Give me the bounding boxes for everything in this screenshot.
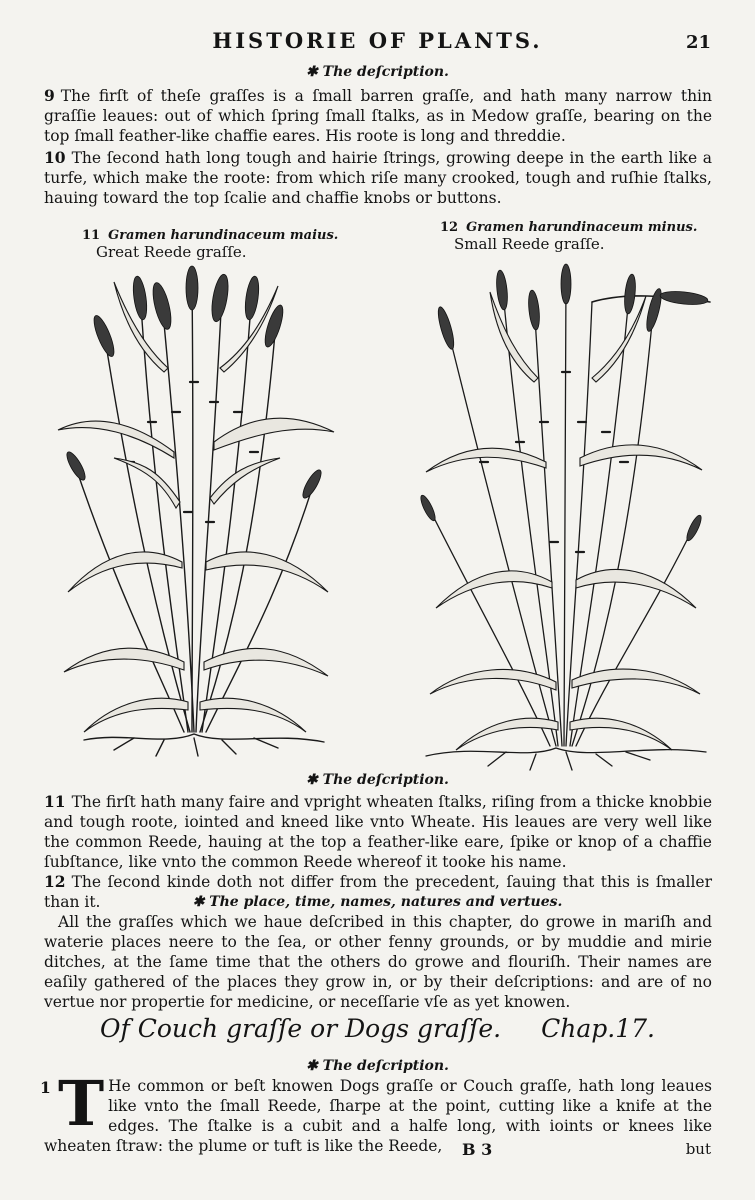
figure-english-name: Great Reede graſſe. xyxy=(96,243,247,261)
paragraph-number: 9 xyxy=(44,86,55,105)
paragraph-11 xyxy=(44,792,712,872)
paragraph-number: 1 xyxy=(40,1078,51,1097)
figure-number: 12 xyxy=(440,220,459,235)
figure-latin-name: Gramen harundinaceum minus. xyxy=(466,220,698,235)
section-heading-description-2: ✱ The deſcription. xyxy=(306,772,449,788)
paragraph-text: The ſecond kinde doth not differ from the precedent, ſauing that this is ſmaller than it. xyxy=(44,873,712,911)
great-reede-grasse-woodcut xyxy=(44,262,344,762)
figure-11-caption xyxy=(82,224,338,261)
figure-latin-name: Gramen harundinaceum maius. xyxy=(108,228,339,243)
paragraph-chapter-1 xyxy=(40,1067,712,1156)
paragraph-9 xyxy=(44,86,712,146)
chapter-number: Chap.17. xyxy=(541,1014,655,1043)
paragraph-text: The ſecond hath long tough and hairie ſtrings, growing deepe in the earth like a turfe, which make the roote: from which riſe many crooked, tough and ruſhie ſtalks, hauing toward the top ſcalie and chaffie knobs or buttons. xyxy=(44,149,712,207)
chapter-heading xyxy=(0,1014,755,1043)
paragraph-place-time: All the graſſes which we haue deſcribed in this chapter, do growe in mariſh and waterie places neere to the ſea, or other fenny grounds, or by muddie and mirie ditches, at the ſame time that the others do growe and flouriſh. Their names are eaſily gathered of the places they grow in, or by their deſcriptions: and are of no vertue nor propertie for medicine, or neceſſarie vſe as yet knowen. xyxy=(44,913,712,1011)
paragraph-number: 11 xyxy=(44,792,66,811)
small-reede-grasse-woodcut xyxy=(406,262,716,772)
section-heading-description: ✱ The deſcription. xyxy=(306,64,449,80)
paragraph-text: The firſt of theſe graſſes is a ſmall barren graſſe, and hath many narrow thin graſſie leaues: out of which ſpring ſmall ſtalks, as in Medow graſſe, bearing on the top ſmall feather-like chaffie eares. His roote is long and threddie. xyxy=(44,87,712,145)
signature-mark: B 3 xyxy=(462,1140,493,1159)
figure-12-caption xyxy=(440,216,697,253)
section-heading-description-3: ✱ The deſcription. xyxy=(306,1058,449,1074)
paragraph-text: The firſt hath many faire and vpright wheaten ſtalks, riſing from a thicke knobbie and tough roote, iointed and kneed like vnto Wheate. His leaues are very well like the common Reede, hauing at the top a feather-like eare, ſpike or knop of a chaffie ſubſtance, like vnto the common Reede whereof it tooke his name. xyxy=(44,793,712,871)
chapter-title: Of Couch graſſe or Dogs graſſe. xyxy=(100,1014,502,1043)
page-number: 21 xyxy=(685,32,711,53)
running-header: HISTORIE OF PLANTS. xyxy=(212,28,543,53)
paragraph-number: 10 xyxy=(44,148,66,167)
paragraph-10 xyxy=(44,148,712,208)
catchword: but xyxy=(685,1140,711,1158)
figure-english-name: Small Reede graſſe. xyxy=(454,235,605,253)
paragraph-number: 12 xyxy=(44,872,66,891)
figure-number: 11 xyxy=(82,228,101,243)
paragraph-text: He common or beſt knowen Dogs graſſe or Couch graſſe, hath long leaues like vnto the ſmall Reede, ſharpe at the point, cutting like a knife at the edges. The ſtalke is a cubit and a halfe long, with ioints or knees like wheaten ſtraw: the plume or tuft is like the Reede, xyxy=(44,1077,712,1155)
section-heading-place: ✱ The place, time, names, natures and vertues. xyxy=(192,894,563,910)
drop-cap: T xyxy=(58,1067,105,1140)
